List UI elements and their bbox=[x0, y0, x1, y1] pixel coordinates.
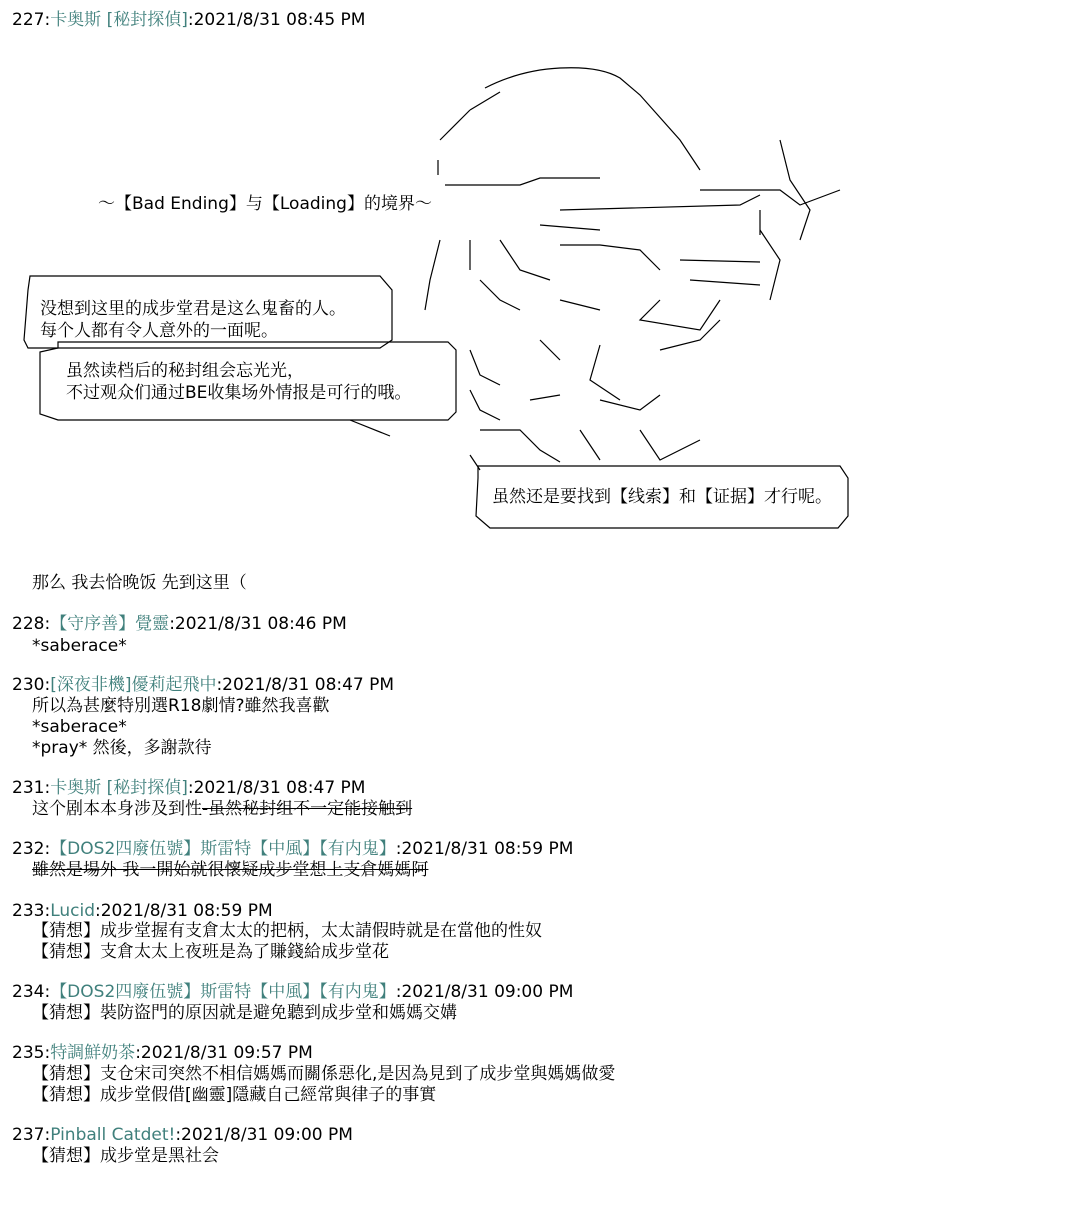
post-date: :2021/8/31 09:57 PM bbox=[135, 1043, 313, 1063]
post-date: :2021/8/31 09:00 PM bbox=[395, 982, 574, 1002]
post-number: 234: bbox=[12, 982, 51, 1002]
post-230-header bbox=[12, 675, 394, 695]
post-date: :2021/8/31 09:00 PM bbox=[175, 1125, 353, 1145]
post-number: 237: bbox=[12, 1125, 51, 1145]
poster-name[interactable]: [深夜非機]優莉起飛中 bbox=[50, 675, 217, 695]
post-235-line: 【猜想】成步堂假借[幽靈]隱藏自己經常與律子的事實 bbox=[32, 1085, 437, 1105]
poster-name[interactable]: Pinball Catdet! bbox=[50, 1125, 176, 1145]
post-232-line: 雖然是場外 我一開始就很懷疑成步堂想上支倉媽媽阿 bbox=[32, 860, 429, 880]
post-231-plain: 这个剧本本身涉及到性 bbox=[32, 799, 202, 819]
post-number: 233: bbox=[12, 901, 51, 921]
post-234-header bbox=[12, 982, 573, 1002]
ascii-art bbox=[0, 0, 1080, 540]
post-237-header bbox=[12, 1125, 353, 1145]
post-number: 232: bbox=[12, 839, 51, 859]
post-number: 231: bbox=[12, 778, 51, 798]
post-227-footer: 那么 我去恰晚饭 先到这里（ bbox=[32, 573, 247, 593]
post-228-line: *saberace* bbox=[32, 636, 127, 656]
post-230-line: *saberace* bbox=[32, 717, 127, 737]
art-title: ～【Bad Ending】与【Loading】的境界～ bbox=[98, 194, 432, 214]
post-230-line: *pray* 然後，多謝款待 bbox=[32, 738, 212, 758]
ascii-art-figure bbox=[0, 0, 1080, 540]
bubble2-line1: 虽然读档后的秘封组会忘光光， bbox=[66, 361, 304, 381]
bubble1-line2: 每个人都有令人意外的一面呢。 bbox=[40, 321, 278, 341]
post-date: :2021/8/31 08:59 PM bbox=[395, 839, 574, 859]
post-231-line bbox=[32, 799, 412, 819]
post-date: :2021/8/31 08:47 PM bbox=[216, 675, 395, 695]
post-232-header bbox=[12, 839, 573, 859]
post-date: :2021/8/31 08:47 PM bbox=[187, 778, 366, 798]
post-237-line: 【猜想】成步堂是黑社会 bbox=[32, 1146, 219, 1166]
post-228-header bbox=[12, 614, 347, 634]
post-date: :2021/8/31 08:45 PM bbox=[187, 10, 366, 30]
bubble1-line1: 没想到这里的成步堂君是这么鬼畜的人。 bbox=[40, 299, 346, 319]
bubble2-line2: 不过观众们通过BE收集场外情报是可行的哦。 bbox=[66, 383, 412, 403]
post-233-line: 【猜想】支倉太太上夜班是為了賺錢給成步堂花 bbox=[32, 942, 389, 962]
poster-name[interactable]: Lucid bbox=[50, 901, 95, 921]
poster-name[interactable]: 卡奥斯 [秘封探偵] bbox=[50, 778, 188, 798]
post-230-line: 所以為甚麼特別選R18劇情?雖然我喜歡 bbox=[32, 696, 330, 716]
post-number: 230: bbox=[12, 675, 51, 695]
post-number: 227: bbox=[12, 10, 51, 30]
post-number: 228: bbox=[12, 614, 51, 634]
post-231-struck: -虽然秘封组不一定能接触到 bbox=[202, 799, 413, 819]
post-231-header bbox=[12, 778, 365, 798]
post-233-line: 【猜想】成步堂握有支倉太太的把柄，太太請假時就是在當他的性奴 bbox=[32, 921, 542, 941]
poster-name[interactable]: 卡奥斯 [秘封探偵] bbox=[50, 10, 188, 30]
post-number: 235: bbox=[12, 1043, 51, 1063]
post-235-line: 【猜想】支仓宋司突然不相信媽媽而關係惡化,是因為見到了成步堂與媽媽做愛 bbox=[32, 1064, 616, 1084]
post-233-header bbox=[12, 901, 273, 921]
poster-name[interactable]: 【DOS2四廢伍號】斯雷特【中風】【有内鬼】 bbox=[50, 839, 396, 859]
poster-name[interactable]: 【DOS2四廢伍號】斯雷特【中風】【有内鬼】 bbox=[50, 982, 396, 1002]
poster-name[interactable]: 特調鮮奶茶 bbox=[50, 1043, 136, 1063]
post-235-header bbox=[12, 1043, 313, 1063]
post-date: :2021/8/31 08:59 PM bbox=[95, 901, 273, 921]
bubble3-line: 虽然还是要找到【线索】和【证据】才行呢。 bbox=[492, 487, 832, 507]
poster-name[interactable]: 【守序善】覺靈 bbox=[50, 614, 170, 634]
post-date: :2021/8/31 08:46 PM bbox=[169, 614, 347, 634]
post-234-line: 【猜想】裝防盜門的原因就是避免聽到成步堂和媽媽交媾 bbox=[32, 1003, 457, 1023]
